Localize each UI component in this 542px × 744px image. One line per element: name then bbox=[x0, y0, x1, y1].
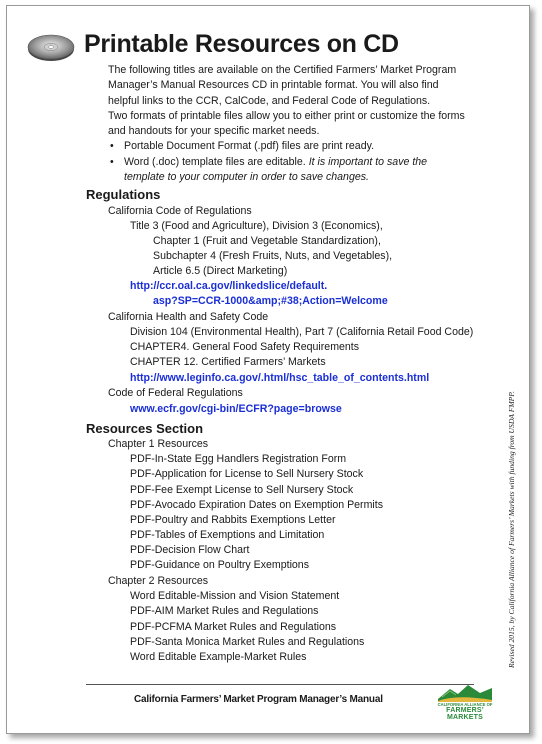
hsc-line: CHAPTER4. General Food Safety Requirements bbox=[130, 341, 360, 353]
ccr-line: Article 6.5 (Direct Marketing) bbox=[153, 265, 288, 277]
ccr-line: Title 3 (Food and Agriculture), Division 3 (Economics), bbox=[130, 220, 383, 232]
resource-item: PDF-Fee Exempt License to Sell Nursery Stock bbox=[130, 484, 354, 496]
resource-item: PDF-Guidance on Poultry Exemptions bbox=[130, 559, 309, 571]
hsc-line: CHAPTER 12. Certified Farmers’ Markets bbox=[130, 356, 326, 368]
ccr-heading: California Code of Regulations bbox=[108, 205, 252, 217]
intro-block bbox=[108, 63, 468, 185]
footer-manual-title: California Farmers’ Market Program Manager’s Manual bbox=[134, 694, 383, 705]
resource-item: Word Editable Example-Market Rules bbox=[130, 651, 307, 663]
footer-divider bbox=[86, 684, 474, 685]
page-title: Printable Resources on CD bbox=[84, 30, 399, 58]
hsc-link[interactable]: http://www.leginfo.ca.gov/.html/hsc_table_of_contents.html bbox=[130, 372, 430, 384]
resource-item: PDF-Santa Monica Market Rules and Regulations bbox=[130, 636, 365, 648]
resource-item: PDF-Application for License to Sell Nursery Stock bbox=[130, 468, 364, 480]
logo-text-line2: FARMERS’ MARKETS bbox=[446, 707, 484, 721]
ccr-link-continued[interactable]: asp?SP=CCR-1000&amp;#38;Action=Welcome bbox=[153, 295, 388, 307]
revision-note: Revised 2015, by California Alliance of Farmers’ Markets with funding from USDA FMPP. bbox=[507, 391, 516, 668]
resource-item: PDF-AIM Market Rules and Regulations bbox=[130, 605, 319, 617]
cfr-heading: Code of Federal Regulations bbox=[108, 387, 243, 399]
resources-heading: Resources Section bbox=[86, 421, 204, 436]
chapter2-heading: Chapter 2 Resources bbox=[108, 575, 209, 587]
intro-paragraph-1: The following titles are available on the Certified Farmers’ Market Program Manager’s Manual Resources CD in printable format. You will also find helpful links to the CCR, CalCode, and Federal Code of Regulations. bbox=[108, 64, 457, 107]
resource-item: PDF-Poultry and Rabbits Exemptions Letter bbox=[130, 514, 336, 526]
ccr-link[interactable]: http://ccr.oal.ca.gov/linkedslice/default. bbox=[130, 280, 328, 292]
resource-item: PDF-Decision Flow Chart bbox=[130, 544, 250, 556]
cd-disc-icon bbox=[27, 34, 75, 62]
ccr-line: Subchapter 4 (Fresh Fruits, Nuts, and Vegetables), bbox=[153, 250, 393, 262]
resource-item: PDF-Tables of Exemptions and Limitation bbox=[130, 529, 325, 541]
format-list bbox=[108, 139, 468, 185]
intro-paragraph-2: Two formats of printable files allow you to either print or customize the forms and handouts for your specific market needs. bbox=[108, 109, 465, 138]
resource-item: PDF-Avocado Expiration Dates on Exemption Permits bbox=[130, 499, 383, 511]
logo-text-line1: CALIFORNIA ALLIANCE OF bbox=[437, 702, 493, 707]
ccr-line: Chapter 1 (Fruit and Vegetable Standardization), bbox=[153, 235, 381, 247]
cfr-link[interactable]: www.ecfr.gov/cgi-bin/ECFR?page=browse bbox=[130, 403, 342, 415]
format-list-item: • Portable Document Format (.pdf) files are print ready. bbox=[110, 140, 375, 153]
hsc-line: Division 104 (Environmental Health), Part 7 (California Retail Food Code) bbox=[130, 326, 474, 338]
format-list-item: • Word (.doc) template files are editable. It is important to save the template to your computer in order to save changes. bbox=[110, 155, 428, 184]
resource-item: PDF-In-State Egg Handlers Registration Form bbox=[130, 453, 347, 465]
resource-item: Word Editable-Mission and Vision Statement bbox=[130, 590, 340, 602]
resource-item: PDF-PCFMA Market Rules and Regulations bbox=[130, 621, 337, 633]
hsc-heading: California Health and Safety Code bbox=[108, 311, 269, 323]
regulations-heading: Regulations bbox=[86, 187, 161, 202]
chapter1-heading: Chapter 1 Resources bbox=[108, 438, 209, 450]
